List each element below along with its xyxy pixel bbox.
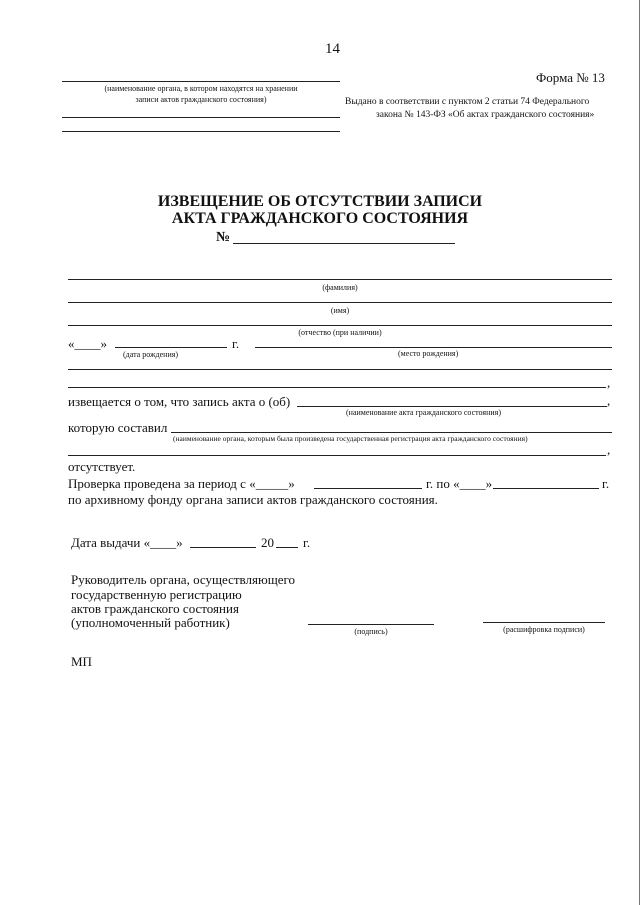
composed-line-2[interactable]: [68, 455, 606, 456]
issue-year-mark: г.: [303, 535, 311, 550]
name-caption: (имя): [330, 306, 350, 315]
issue-year-field[interactable]: [276, 547, 298, 548]
extra-line-2[interactable]: [68, 387, 606, 388]
form-number: Форма № 13: [536, 70, 605, 85]
check-from-field[interactable]: [314, 488, 422, 489]
issued-note-2: закона № 143-ФЗ «Об актах гражданского состояния»: [376, 110, 595, 120]
birth-date-field[interactable]: [115, 347, 227, 348]
decode-caption: (расшифровка подписи): [503, 625, 585, 634]
issue-year-prefix: 20: [261, 535, 274, 550]
composed-text: которую составил: [68, 420, 168, 435]
surname-field[interactable]: [68, 279, 612, 280]
signature-field[interactable]: [308, 624, 434, 625]
birth-date-prefix: «____»: [68, 336, 107, 351]
check-to-field[interactable]: [493, 488, 599, 489]
signatory-3: актов гражданского состояния: [71, 601, 239, 616]
check-line-2: по архивному фонду органа записи актов гражданского состояния.: [68, 492, 438, 507]
comma-3: ,: [607, 442, 611, 457]
extra-line-1[interactable]: [68, 369, 612, 370]
number-field[interactable]: [233, 243, 455, 244]
issued-note-1: Выдано в соответствии с пунктом 2 статьи 74 Федерального: [345, 97, 590, 107]
issue-date-label: Дата выдачи «____»: [71, 535, 183, 550]
notified-text: извещается о том, что запись акта о (об): [68, 394, 291, 409]
birth-place-field[interactable]: [255, 347, 612, 348]
stamp-place: МП: [71, 654, 92, 669]
patronymic-caption: (отчество (при наличии): [298, 328, 382, 337]
comma-1: ,: [607, 375, 611, 390]
decode-field[interactable]: [483, 622, 605, 623]
act-name-caption: (наименование акта гражданского состояния): [346, 408, 501, 417]
composed-org-caption: (наименование органа, которым была произведена государственная регистрация акта гражданского состояния): [173, 434, 528, 443]
signature-caption: (подпись): [354, 627, 388, 636]
birth-date-caption: (дата рождения): [123, 350, 179, 359]
birth-year-mark: г.: [232, 336, 240, 351]
number-sign: №: [216, 230, 231, 245]
doc-title-2: АКТА ГРАЖДАНСКОГО СОСТОЯНИЯ: [171, 210, 469, 227]
signatory-1: Руководитель органа, осуществляющего: [71, 572, 295, 587]
page-number: 14: [325, 41, 340, 57]
signatory-4: (уполномоченный работник): [71, 615, 230, 630]
check-g2: г.: [602, 476, 610, 491]
birth-place-caption: (место рождения): [398, 349, 459, 358]
composed-org-field[interactable]: [171, 432, 612, 433]
org-line: [62, 81, 340, 82]
check-prefix: Проверка проведена за период с «_____»: [68, 476, 295, 491]
check-g1: г. по «____»: [426, 476, 493, 491]
org-caption-2: записи актов гражданского состояния): [135, 95, 267, 104]
doc-title-1: ИЗВЕЩЕНИЕ ОБ ОТСУТСТВИИ ЗАПИСИ: [157, 193, 483, 210]
act-name-field[interactable]: [297, 406, 607, 407]
org-line-3: [62, 131, 340, 132]
org-line-2: [62, 117, 340, 118]
patronymic-field[interactable]: [68, 325, 612, 326]
org-caption-1: (наименование органа, в котором находятся на хранении: [104, 84, 298, 93]
comma-2: ,: [607, 393, 611, 408]
name-field[interactable]: [68, 302, 612, 303]
issue-month-field[interactable]: [190, 547, 256, 548]
surname-caption: (фамилия): [322, 283, 358, 292]
absent-text: отсутствует.: [68, 459, 136, 474]
signatory-2: государственную регистрацию: [71, 587, 242, 602]
